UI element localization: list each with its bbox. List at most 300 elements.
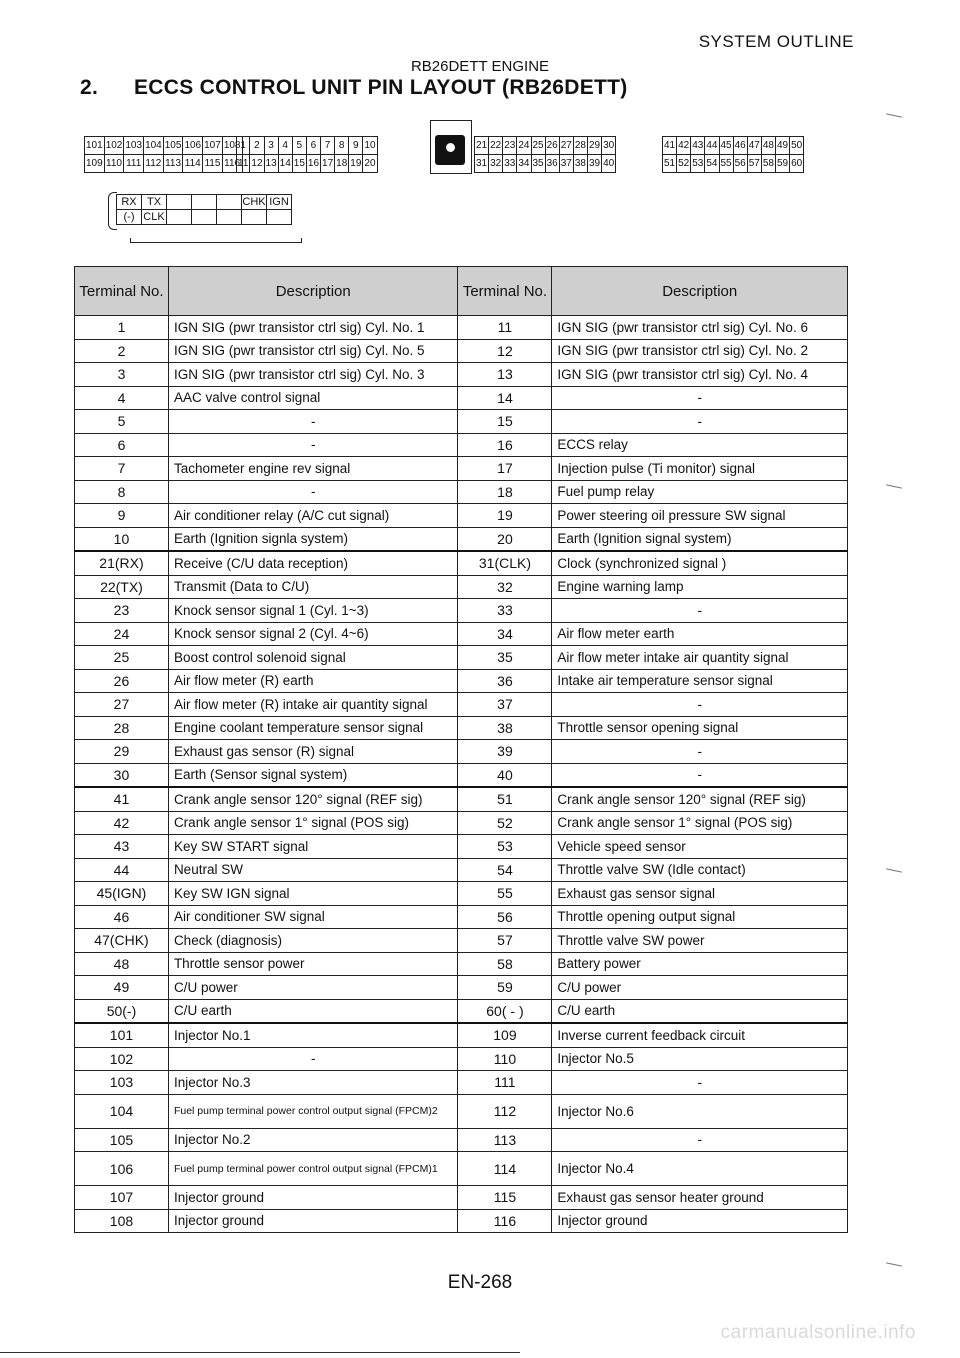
connector-pin: 116 (222, 155, 242, 173)
table-row (75, 693, 848, 717)
connector-pin: 12 (250, 155, 264, 173)
connector-pin: 49 (776, 137, 790, 155)
connector-pin: 101 (85, 137, 105, 155)
description-cell: Air flow meter (R) earth (168, 669, 458, 693)
table-row (75, 551, 848, 575)
terminal-cell: 4 (75, 386, 169, 410)
terminal-cell: 29 (75, 740, 169, 764)
connector-pin: 105 (163, 137, 183, 155)
description-cell: Exhaust gas sensor signal (552, 882, 848, 906)
terminal-cell: 101 (75, 1023, 169, 1047)
description-cell: Exhaust gas sensor (R) signal (168, 740, 458, 764)
table-row (75, 882, 848, 906)
connector-pin: 36 (545, 155, 559, 173)
connector-pin: 3 (264, 137, 278, 155)
terminal-cell: 40 (458, 763, 552, 787)
connector-pin: 26 (545, 137, 559, 155)
description-cell: - (552, 693, 848, 717)
connector-pin: 20 (363, 155, 377, 173)
terminal-cell: 55 (458, 882, 552, 906)
margin-mark (886, 113, 902, 117)
terminal-cell: 102 (75, 1047, 169, 1071)
diag-row (117, 210, 292, 225)
description-cell: C/U earth (552, 999, 848, 1023)
description-cell: Transmit (Data to C/U) (168, 575, 458, 599)
watermark: carmanualsonline.info (720, 1322, 916, 1343)
terminal-cell: 30 (75, 763, 169, 787)
description-cell: - (552, 1128, 848, 1152)
margin-mark (886, 868, 902, 872)
connector-pin: 21 (475, 137, 489, 155)
connector-pin: 1 (237, 137, 250, 155)
connector-pin: 6 (306, 137, 320, 155)
description-cell: C/U power (552, 976, 848, 1000)
connector-pin: 35 (531, 155, 545, 173)
engine-label: RB26DETT ENGINE (410, 58, 550, 75)
description-cell: Injector ground (552, 1209, 848, 1233)
diag-connector (116, 194, 292, 225)
connector-row (85, 137, 243, 155)
connector-pin: 14 (278, 155, 292, 173)
description-cell: Injector No.5 (552, 1047, 848, 1071)
terminal-cell: 17 (458, 457, 552, 481)
terminal-cell: 50(-) (75, 999, 169, 1023)
connector-row (237, 155, 378, 173)
connector-pin: 56 (733, 155, 747, 173)
description-cell: IGN SIG (pwr transistor ctrl sig) Cyl. No. 3 (168, 363, 458, 387)
terminal-cell: 39 (458, 740, 552, 764)
connector-pin: 112 (144, 155, 164, 173)
terminal-cell: 108 (75, 1209, 169, 1233)
description-cell: Power steering oil pressure SW signal (552, 504, 848, 528)
description-cell: Throttle sensor opening signal (552, 716, 848, 740)
connector-pin: 10 (363, 137, 377, 155)
description-cell: Fuel pump terminal power control output signal (FPCM)2 (168, 1094, 458, 1128)
description-cell: Knock sensor signal 1 (Cyl. 1~3) (168, 599, 458, 623)
description-cell: Crank angle sensor 1° signal (POS sig) (552, 811, 848, 835)
diag-pin: (-) (117, 210, 142, 225)
terminal-cell: 106 (75, 1152, 169, 1186)
table-row (75, 622, 848, 646)
connector-pin: 59 (776, 155, 790, 173)
description-cell: Tachometer engine rev signal (168, 457, 458, 481)
terminal-cell: 2 (75, 339, 169, 363)
terminal-cell: 16 (458, 433, 552, 457)
terminal-cell: 48 (75, 952, 169, 976)
table-row (75, 952, 848, 976)
terminal-cell: 37 (458, 693, 552, 717)
connector-pin: 41 (663, 137, 677, 155)
description-cell: Intake air temperature sensor signal (552, 669, 848, 693)
terminal-cell: 3 (75, 363, 169, 387)
table-row (75, 1094, 848, 1128)
connector-pin: 46 (733, 137, 747, 155)
connector-row (475, 155, 616, 173)
connector-pin: 8 (335, 137, 349, 155)
terminal-cell: 43 (75, 835, 169, 859)
connector-pin: 55 (719, 155, 733, 173)
diag-pin (242, 210, 267, 225)
terminal-cell: 11 (458, 316, 552, 340)
terminal-cell: 35 (458, 646, 552, 670)
description-cell: Earth (Ignition signal system) (552, 527, 848, 551)
connector-pin: 18 (335, 155, 349, 173)
table-header-row (75, 267, 848, 316)
terminal-cell: 112 (458, 1094, 552, 1128)
description-cell: Throttle opening output signal (552, 905, 848, 929)
terminal-cell: 10 (75, 527, 169, 551)
terminal-cell: 42 (75, 811, 169, 835)
connector-pin: 4 (278, 137, 292, 155)
pin-description-table (74, 266, 848, 1233)
description-cell: - (552, 763, 848, 787)
terminal-cell: 53 (458, 835, 552, 859)
terminal-cell: 6 (75, 433, 169, 457)
description-cell: - (552, 1071, 848, 1095)
description-cell: Exhaust gas sensor heater ground (552, 1186, 848, 1210)
terminal-cell: 107 (75, 1186, 169, 1210)
connector-pin: 39 (588, 155, 602, 173)
description-cell: Injector ground (168, 1186, 458, 1210)
connector-pin: 44 (705, 137, 719, 155)
connector-pin: 24 (517, 137, 531, 155)
connector-block-100s (84, 136, 243, 173)
diag-pin (217, 210, 242, 225)
connector-pin: 57 (747, 155, 761, 173)
description-cell: C/U earth (168, 999, 458, 1023)
description-cell: Engine coolant temperature sensor signal (168, 716, 458, 740)
description-cell: Air conditioner relay (A/C cut signal) (168, 504, 458, 528)
terminal-cell: 7 (75, 457, 169, 481)
table-row (75, 1186, 848, 1210)
table-row (75, 858, 848, 882)
margin-mark (886, 484, 902, 488)
diag-pin (192, 210, 217, 225)
table-row (75, 1152, 848, 1186)
lock-tab-icon (435, 135, 465, 165)
table-row (75, 669, 848, 693)
connector-pin: 34 (517, 155, 531, 173)
description-cell: IGN SIG (pwr transistor ctrl sig) Cyl. No. 1 (168, 316, 458, 340)
terminal-cell: 21(RX) (75, 551, 169, 575)
connector-pin: 32 (489, 155, 503, 173)
terminal-cell: 104 (75, 1094, 169, 1128)
terminal-cell: 59 (458, 976, 552, 1000)
diag-pin (167, 210, 192, 225)
terminal-cell: 45(IGN) (75, 882, 169, 906)
description-cell: Crank angle sensor 1° signal (POS sig) (168, 811, 458, 835)
diag-pin (167, 195, 192, 210)
terminal-cell: 26 (75, 669, 169, 693)
terminal-cell: 60( - ) (458, 999, 552, 1023)
connector-pin: 28 (573, 137, 587, 155)
terminal-cell: 111 (458, 1071, 552, 1095)
table-row (75, 339, 848, 363)
connector-pin: 11 (237, 155, 250, 173)
description-cell: - (168, 1047, 458, 1071)
connector-pin: 108 (222, 137, 242, 155)
terminal-cell: 46 (75, 905, 169, 929)
description-cell: Earth (Ignition signla system) (168, 527, 458, 551)
connector-pin: 113 (163, 155, 183, 173)
terminal-cell: 115 (458, 1186, 552, 1210)
connector-pin: 31 (475, 155, 489, 173)
terminal-cell: 54 (458, 858, 552, 882)
table-row (75, 480, 848, 504)
table-row (75, 504, 848, 528)
connector-pin: 106 (183, 137, 203, 155)
connector-block-1-20 (236, 136, 378, 173)
terminal-cell: 41 (75, 787, 169, 811)
terminal-cell: 19 (458, 504, 552, 528)
connector-pin: 23 (503, 137, 517, 155)
description-cell: AAC valve control signal (168, 386, 458, 410)
description-cell: Air flow meter earth (552, 622, 848, 646)
terminal-cell: 114 (458, 1152, 552, 1186)
terminal-cell: 49 (75, 976, 169, 1000)
connector-pin: 60 (790, 155, 804, 173)
connector-pin: 5 (292, 137, 306, 155)
connector-pin: 104 (144, 137, 164, 155)
diag-pin: CHK (242, 196, 266, 208)
description-cell: Key SW START signal (168, 835, 458, 859)
description-cell: Vehicle speed sensor (552, 835, 848, 859)
connector-pin: 107 (203, 137, 223, 155)
diag-pin (217, 195, 242, 210)
terminal-cell: 20 (458, 527, 552, 551)
description-cell: - (168, 480, 458, 504)
table-row (75, 433, 848, 457)
table-row (75, 835, 848, 859)
description-cell: - (168, 410, 458, 434)
terminal-cell: 22(TX) (75, 575, 169, 599)
connector-pin: 50 (790, 137, 804, 155)
terminal-cell: 14 (458, 386, 552, 410)
terminal-cell: 24 (75, 622, 169, 646)
connector-pin: 115 (203, 155, 223, 173)
table-row (75, 363, 848, 387)
table-row (75, 929, 848, 953)
header-description-right: Description (552, 267, 848, 316)
description-cell: Injector No.1 (168, 1023, 458, 1047)
description-cell: Fuel pump relay (552, 480, 848, 504)
diag-pin (267, 210, 292, 225)
connector-pin: 102 (104, 137, 124, 155)
table-row (75, 386, 848, 410)
description-cell: Injector No.3 (168, 1071, 458, 1095)
terminal-cell: 113 (458, 1128, 552, 1152)
connector-pin: 45 (719, 137, 733, 155)
connector-pin: 42 (677, 137, 691, 155)
terminal-cell: 52 (458, 811, 552, 835)
table-row (75, 457, 848, 481)
connector-pin: 53 (691, 155, 705, 173)
connector-row (475, 137, 616, 155)
connector-pin: 22 (489, 137, 503, 155)
terminal-cell: 47(CHK) (75, 929, 169, 953)
terminal-cell: 12 (458, 339, 552, 363)
table-row (75, 1071, 848, 1095)
connector-pin: 27 (559, 137, 573, 155)
description-cell: IGN SIG (pwr transistor ctrl sig) Cyl. No. 6 (552, 316, 848, 340)
connector-pin: 29 (588, 137, 602, 155)
table-row (75, 646, 848, 670)
connector-row (663, 137, 804, 155)
terminal-cell: 32 (458, 575, 552, 599)
terminal-cell: 23 (75, 599, 169, 623)
terminal-cell: 38 (458, 716, 552, 740)
description-cell: - (552, 386, 848, 410)
connector-pin: 9 (349, 137, 363, 155)
terminal-cell: 110 (458, 1047, 552, 1071)
table-row (75, 716, 848, 740)
description-cell: Injector No.4 (552, 1152, 848, 1186)
table-row (75, 575, 848, 599)
connector-pin: 2 (250, 137, 264, 155)
terminal-cell: 56 (458, 905, 552, 929)
connector-pin: 13 (264, 155, 278, 173)
connector-pin: 37 (559, 155, 573, 173)
terminal-cell: 18 (458, 480, 552, 504)
connector-row (663, 155, 804, 173)
description-cell: IGN SIG (pwr transistor ctrl sig) Cyl. No. 4 (552, 363, 848, 387)
table-row (75, 1023, 848, 1047)
description-cell: Boost control solenoid signal (168, 646, 458, 670)
connector-pin: 58 (761, 155, 775, 173)
table-row (75, 740, 848, 764)
terminal-cell: 44 (75, 858, 169, 882)
description-cell: Inverse current feedback circuit (552, 1023, 848, 1047)
description-cell: - (552, 599, 848, 623)
diag-pin: RX (117, 195, 142, 210)
connector-pin: 30 (602, 137, 616, 155)
description-cell: Air flow meter intake air quantity signal (552, 646, 848, 670)
description-cell: Neutral SW (168, 858, 458, 882)
table-row (75, 1128, 848, 1152)
description-cell: Crank angle sensor 120° signal (REF sig) (552, 787, 848, 811)
description-cell: Throttle valve SW (Idle contact) (552, 858, 848, 882)
description-cell: Receive (C/U data reception) (168, 551, 458, 575)
table-row (75, 316, 848, 340)
table-row (75, 787, 848, 811)
diag-pin: IGN (267, 195, 292, 210)
description-cell: Check (diagnosis) (168, 929, 458, 953)
terminal-cell: 15 (458, 410, 552, 434)
connector-pin: 17 (321, 155, 335, 173)
table-row (75, 1047, 848, 1071)
connector-pin: 103 (124, 137, 144, 155)
connector-row (85, 155, 243, 173)
connector-block-41-60 (662, 136, 804, 173)
connector-block-21-40 (474, 136, 616, 173)
diag-pin (192, 195, 217, 210)
table-row (75, 976, 848, 1000)
terminal-cell: 1 (75, 316, 169, 340)
table-row (75, 527, 848, 551)
connector-pin: 47 (747, 137, 761, 155)
description-cell: C/U power (168, 976, 458, 1000)
connector-pin: 48 (761, 137, 775, 155)
description-cell: IGN SIG (pwr transistor ctrl sig) Cyl. No. 2 (552, 339, 848, 363)
terminal-cell: 27 (75, 693, 169, 717)
table-row (75, 1209, 848, 1233)
page-title (80, 76, 628, 100)
description-cell: - (552, 740, 848, 764)
table-row (75, 599, 848, 623)
title-number: 2. (80, 76, 99, 99)
connector-pin: 109 (85, 155, 105, 173)
table-row (75, 811, 848, 835)
connector-lock (430, 120, 472, 174)
connector-pin: 111 (124, 155, 144, 173)
terminal-cell: 13 (458, 363, 552, 387)
table-row (75, 763, 848, 787)
description-cell: ECCS relay (552, 433, 848, 457)
description-cell: Clock (synchronized signal ) (552, 551, 848, 575)
description-cell: Earth (Sensor signal system) (168, 763, 458, 787)
connector-pin: 15 (292, 155, 306, 173)
header-description-left: Description (168, 267, 458, 316)
terminal-cell: 8 (75, 480, 169, 504)
page-number: EN-268 (447, 1272, 513, 1293)
description-cell: Crank angle sensor 120° signal (REF sig) (168, 787, 458, 811)
connector-pin: 52 (677, 155, 691, 173)
connector-pin: 114 (183, 155, 203, 173)
terminal-cell: 105 (75, 1128, 169, 1152)
connector-pin: 110 (104, 155, 124, 173)
description-cell: Injector ground (168, 1209, 458, 1233)
connector-pin: 40 (602, 155, 616, 173)
section-title: SYSTEM OUTLINE (698, 32, 854, 51)
connector-pin: 16 (306, 155, 320, 173)
description-cell: Injector No.2 (168, 1128, 458, 1152)
terminal-cell: 103 (75, 1071, 169, 1095)
description-cell: Engine warning lamp (552, 575, 848, 599)
connector-pin: 51 (663, 155, 677, 173)
connector-pin: 33 (503, 155, 517, 173)
terminal-cell: 9 (75, 504, 169, 528)
terminal-cell: 5 (75, 410, 169, 434)
description-cell: Throttle valve SW power (552, 929, 848, 953)
table-row (75, 410, 848, 434)
connector-pin: 38 (573, 155, 587, 173)
terminal-cell: 25 (75, 646, 169, 670)
terminal-cell: 51 (458, 787, 552, 811)
terminal-cell: 33 (458, 599, 552, 623)
description-cell: Fuel pump terminal power control output signal (FPCM)1 (168, 1152, 458, 1186)
terminal-cell: 57 (458, 929, 552, 953)
description-cell: Injector No.6 (552, 1094, 848, 1128)
table-row (75, 999, 848, 1023)
description-cell: IGN SIG (pwr transistor ctrl sig) Cyl. No. 5 (168, 339, 458, 363)
connector-pin: 19 (349, 155, 363, 173)
description-cell: Knock sensor signal 2 (Cyl. 4~6) (168, 622, 458, 646)
terminal-cell: 34 (458, 622, 552, 646)
title-text: ECCS CONTROL UNIT PIN LAYOUT (RB26DETT) (134, 76, 628, 99)
diag-row (117, 195, 292, 210)
terminal-cell: 116 (458, 1209, 552, 1233)
terminal-cell: 36 (458, 669, 552, 693)
diag-connector-lead (130, 238, 302, 243)
diag-pin: TX (142, 195, 167, 210)
connector-pin: 7 (321, 137, 335, 155)
terminal-cell: 58 (458, 952, 552, 976)
description-cell: Injection pulse (Ti monitor) signal (552, 457, 848, 481)
scan-edge-line (0, 1352, 520, 1353)
connector-row (237, 137, 378, 155)
description-cell: Battery power (552, 952, 848, 976)
description-cell: - (168, 433, 458, 457)
